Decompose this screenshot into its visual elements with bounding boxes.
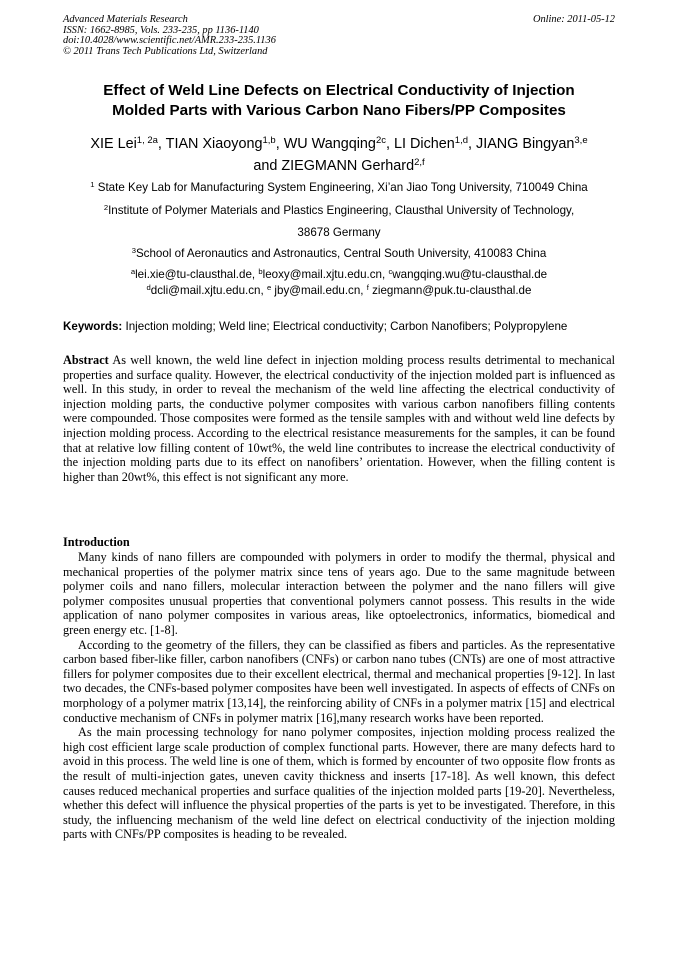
author xyxy=(166,136,284,152)
email-mark: d xyxy=(146,282,151,292)
title-line: Molded Parts with Various Carbon Nano Fibers/PP Composites xyxy=(112,102,566,119)
affil-text: School of Aeronautics and Astronautics, Central South University, 410083 China xyxy=(135,247,547,260)
author-affil-mark: 1, 2a xyxy=(136,134,158,146)
author-affil-mark: 1,b xyxy=(262,134,276,146)
email-mark: e xyxy=(266,282,272,292)
paragraph: According to the geometry of the fillers, they can be classified as fibers and particles. As the representative carbon based fiber-like filler, carbon nanofibers (CNFs) or carbon nano tubes (CNTs) are one of most attractive fillers for polymer composites due to their excellent electrical, thermal and mechanical properties [9-12]. In last two decades, the CNFs-based polymer composites have been well investigated. In aspects of effects of CNFs on morphology of a polymer matrix [13,14], the reinforcing ability of CNFs in a polymer matrix [15] and electrical conductive mechanism of CNFs in polymer matrix [16],many research works have been reported. xyxy=(63,637,615,725)
author-name: JIANG Bingyan xyxy=(476,136,575,152)
paragraph: As the main processing technology for nano polymer composites, injection molding process realized the high cost efficient large scale production of complex functional parts. However, there are many defects hard to avoid in this process. The weld line is one of them, which is formed by encounter of two opposite flow fronts as the result of multi-injection gates, uneven cavity thickness and inserts [17-18]. As well known, this defect causes reduced mechanical properties and surface qualities of the injection molded parts [19-20]. Nevertheless, whether this defect will influence the physical properties of the parts is yet to be investigated. Therefore, in this study, the influencing mechanism of the weld line defect on electrical conductivity of the injection molding parts with CNFs/PP composites is heading to be revealed. xyxy=(63,725,615,842)
issn-line: ISSN: 1662-8985, Vols. 233-235, pp 1136-1140 xyxy=(63,24,259,36)
abstract xyxy=(63,353,615,484)
author-name: XIE Lei xyxy=(90,136,137,152)
author-conjunction: and xyxy=(253,158,282,174)
email-mark: a xyxy=(130,266,136,276)
keywords-label: Keywords: xyxy=(63,320,123,333)
abstract-text: As well known, the weld line defect in injection molding process results detrimental to mechanical properties and surface quality. However, the electrical conductivity of the injection molded part is influenced as well. In this study, in order to reveal the mechanism of the weld line affecting the electrical conductivity of injection molding parts, the conductive polymer composites with various carbon nanofibers filling contents were compounded. Those composites were formed as the tensile samples with and without weld line defects by injection molding process. According to the electrical resistance measurements for the samples, it can be found that at relative low filling content of 10wt%, the weld line contributes to increase the electrical conductivity of the injection molding parts due to its effect on nanofibers’ orientation. However, when the filling content is higher than 20wt%, this effect is not significant any more. xyxy=(63,353,615,484)
email-address: leoxy@mail.xjtu.edu.cn, xyxy=(262,268,389,281)
author xyxy=(476,136,588,152)
email-mark: c xyxy=(388,266,393,276)
author-name: ZIEGMANN Gerhard xyxy=(281,158,415,174)
email-mark: f xyxy=(366,282,369,292)
affil-text: State Key Lab for Manufacturing System Engineering, Xi’an Jiao Tong University, 710049 China xyxy=(94,181,588,194)
author xyxy=(284,136,394,152)
affiliation-2-continued: 38678 Germany xyxy=(297,226,381,239)
paragraph: Many kinds of nano fillers are compounded with polymers in order to modify the thermal, physical and mechanical properties of the polymer matrix since tens of years ago. Due to the same magnitude between polymer coils and nano fillers, molecular interaction between the polymer and the nano fillers will give polymer composites unusual properties that conventional polymers cannot possess. This results in the wide application of nano polymer composites in various areas, like optoelectronics, informatics, biomedical and green energy etc. [1-8]. xyxy=(63,550,615,637)
author xyxy=(90,136,165,152)
section-heading-introduction: Introduction xyxy=(63,535,130,549)
keywords-text: Injection molding; Weld line; Electrical conductivity; Carbon Nanofibers; Polypropylene xyxy=(122,320,568,333)
email-line-2 xyxy=(63,283,615,299)
author-affil-mark: 2c xyxy=(375,134,386,146)
author-affil-mark: 3,e xyxy=(574,134,588,146)
author-affil-mark: 1,d xyxy=(454,134,468,146)
email-line-1 xyxy=(63,267,615,283)
author-separator: , xyxy=(468,136,476,152)
email-address: lei.xie@tu-clausthal.de, xyxy=(135,268,259,281)
author-separator: , xyxy=(157,136,166,152)
author-separator: , xyxy=(385,136,394,152)
affiliation-3 xyxy=(63,246,615,262)
email-address: dcli@mail.xjtu.edu.cn, xyxy=(150,284,267,297)
paper-title xyxy=(63,81,615,121)
journal-header xyxy=(63,15,443,57)
author-list xyxy=(58,133,620,177)
author-separator: , xyxy=(275,136,284,152)
author xyxy=(394,136,476,152)
abstract-label: Abstract xyxy=(63,353,109,367)
author xyxy=(253,158,424,174)
copyright-line: © 2011 Trans Tech Publications Ltd, Switzerland xyxy=(63,45,268,57)
online-date: Online: 2011-05-12 xyxy=(532,14,615,25)
affil-mark: 3 xyxy=(131,245,136,255)
author-affil-mark: 2,f xyxy=(414,156,425,168)
keywords xyxy=(63,319,623,334)
email-address: jby@mail.edu.cn, xyxy=(271,284,367,297)
affil-mark: 2 xyxy=(103,202,109,212)
affiliation-2 xyxy=(63,203,615,219)
doi-line: doi:10.4028/www.scientific.net/AMR.233-235.1136 xyxy=(63,35,276,47)
title-line: Effect of Weld Line Defects on Electrical Conductivity of Injection xyxy=(103,82,575,99)
affil-text: Institute of Polymer Materials and Plastics Engineering, Clausthal University of Technology, xyxy=(108,204,575,217)
email-address: ziegmann@puk.tu-clausthal.de xyxy=(368,284,532,297)
author-name: TIAN Xiaoyong xyxy=(165,136,263,152)
email-mark: b xyxy=(258,266,263,276)
introduction-body xyxy=(63,550,615,842)
affil-mark: 1 xyxy=(90,179,95,189)
affiliation-1 xyxy=(63,180,615,196)
email-address: wangqing.wu@tu-clausthal.de xyxy=(392,268,548,281)
journal-name: Advanced Materials Research xyxy=(63,14,188,25)
author-name: LI Dichen xyxy=(393,136,455,152)
author-name: WU Wangqing xyxy=(283,136,376,152)
